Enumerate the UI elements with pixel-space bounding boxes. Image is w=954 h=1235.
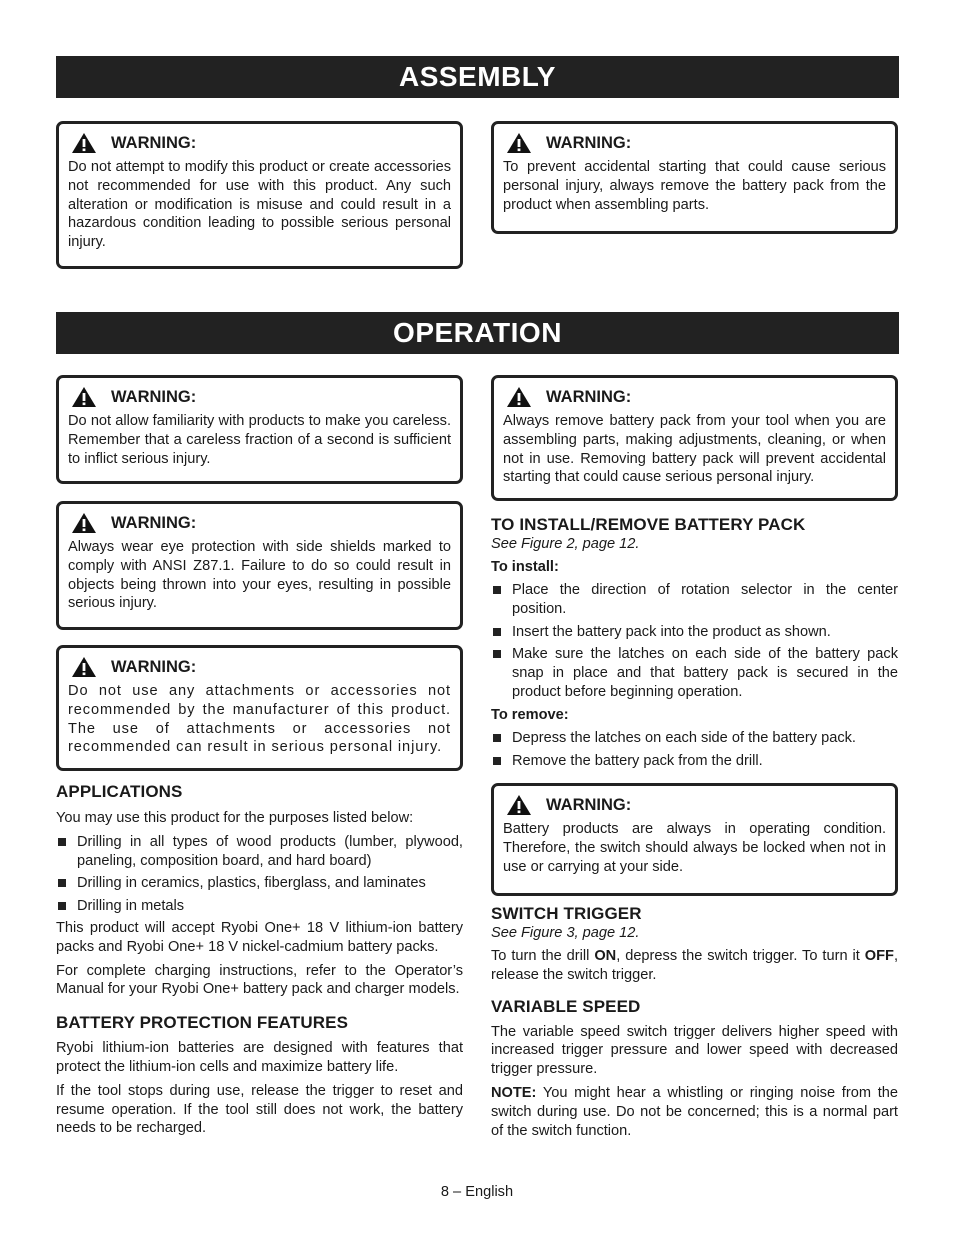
switch-trigger-heading: SWITCH TRIGGER (491, 904, 642, 923)
list-item: Place the direction of rotation selector in the center position. (491, 581, 898, 619)
note-label: NOTE: (491, 1084, 537, 1101)
warning-triangle-icon (506, 794, 532, 816)
list-item: Remove the battery pack from the drill. (491, 752, 898, 771)
note-para (491, 1084, 898, 1140)
warning-triangle-icon (506, 386, 532, 408)
list-item: Drilling in all types of wood products (lumber, plywood, paneling, composition board, and hard board) (56, 833, 463, 871)
list-item: Insert the battery pack into the product as shown. (491, 623, 898, 642)
variable-speed-para: The variable speed switch trigger delivers higher speed with increased trigger pressure and lower speed with decreased trigger pressure. (491, 1023, 898, 1078)
figure-reference: See Figure 3, page 12. (491, 925, 640, 941)
warning-box-modify (56, 121, 463, 269)
text-run: , depress the switch trigger. To turn it (616, 948, 865, 964)
assembly-banner (56, 56, 899, 98)
warning-box-attachments (56, 645, 463, 771)
warning-triangle-icon (71, 132, 97, 154)
warning-text: Do not use any attachments or accessories not recommended by the manufacturer of this product. The use of attachments or accessories not recommended can result in serious personal injury. (68, 683, 451, 756)
battery-protection-para: If the tool stops during use, release the trigger to reset and resume operation. If the tool still does not work, the battery needs to be recharged. (56, 1082, 463, 1137)
note-text: You might hear a whistling or ringing noise from the switch during use. Do not be concerned; this is a normal part of the switch function. (491, 1084, 898, 1139)
assembly-title: ASSEMBLY (398, 61, 556, 92)
remove-label: To remove: (491, 706, 569, 723)
applications-para: This product will accept Ryobi One+ 18 V lithium-ion battery packs and Ryobi One+ 18 V nickel-cadmium battery packs. (56, 919, 463, 955)
applications-intro: You may use this product for the purposes listed below: (56, 810, 414, 826)
list-item: Drilling in metals (56, 897, 463, 916)
warning-text: Do not attempt to modify this product or create accessories not recommended for use with this product. Any such alteration or modification is misuse and could result in a hazardous condition leading to possible serious personal injury. (68, 159, 451, 251)
warning-triangle-icon (71, 512, 97, 534)
list-item: Make sure the latches on each side of the battery pack snap in place and that battery pack is secured in the product before beginning operation. (491, 645, 898, 701)
warning-text: Do not allow familiarity with products to make you careless. Remember that a careless fraction of a second is sufficient to inflict serious injury. (68, 413, 451, 467)
warning-triangle-icon (71, 656, 97, 678)
applications-para: For complete charging instructions, refer to the Operator’s Manual for your Ryobi One+ battery pack and charger models. (56, 962, 463, 998)
applications-section (56, 782, 463, 1138)
warning-text: Always remove battery pack from your tool when you are assembling parts, making adjustments, cleaning, or when not in use. Removing battery pack will prevent accidental starting that could cause serious personal injury. (503, 413, 886, 486)
switch-trigger-para (491, 947, 898, 985)
text-run: To turn the drill (491, 948, 595, 964)
battery-protection-para: Ryobi lithium-ion batteries are designed with features that protect the lithium-ion cells and maximize battery life. (56, 1040, 463, 1075)
warning-label: WARNING: (111, 513, 197, 532)
warning-box-familiarity (56, 375, 463, 484)
install-remove-section (491, 515, 898, 774)
warning-text: Always wear eye protection with side shields marked to comply with ANSI Z87.1. Failure to do so could result in objects being thrown into your eyes, resulting in possible serious injury. (68, 539, 451, 612)
off-emphasis: OFF (864, 948, 894, 964)
warning-label: WARNING: (111, 387, 197, 406)
list-item: Depress the latches on each side of the battery pack. (491, 729, 898, 748)
warning-label: WARNING: (546, 133, 632, 152)
install-remove-heading: TO INSTALL/REMOVE BATTERY PACK (491, 515, 806, 534)
install-label: To install: (491, 559, 559, 575)
text-run: , release the switch trigger. (491, 948, 898, 983)
warning-box-operating-condition (491, 783, 898, 896)
warning-text: Battery products are always in operating condition. Therefore, the switch should always be locked when not in use or carrying at your side. (503, 821, 886, 875)
operation-title: OPERATION (393, 317, 562, 348)
operation-banner (56, 312, 899, 354)
figure-reference: See Figure 2, page 12. (491, 536, 640, 552)
warning-label: WARNING: (546, 795, 632, 814)
warning-label: WARNING: (111, 657, 197, 676)
warning-box-remove-battery (491, 375, 898, 501)
switch-trigger-section (491, 904, 898, 1140)
warning-box-eye-protection (56, 501, 463, 630)
applications-heading: APPLICATIONS (56, 782, 183, 801)
warning-triangle-icon (71, 386, 97, 408)
variable-speed-heading: VARIABLE SPEED (491, 996, 641, 1016)
page-footer: 8 – English (440, 1184, 514, 1200)
on-emphasis: ON (594, 948, 617, 964)
warning-text: To prevent accidental starting that could cause serious personal injury, always remove the battery pack from the product when assembling parts. (503, 159, 886, 213)
list-item: Drilling in ceramics, plastics, fiberglass, and laminates (56, 874, 463, 893)
warning-triangle-icon (506, 132, 532, 154)
battery-protection-heading: BATTERY PROTECTION FEATURES (56, 1013, 349, 1033)
warning-label: WARNING: (111, 133, 197, 152)
warning-box-remove-battery-assembly (491, 121, 898, 234)
warning-label: WARNING: (546, 387, 632, 406)
